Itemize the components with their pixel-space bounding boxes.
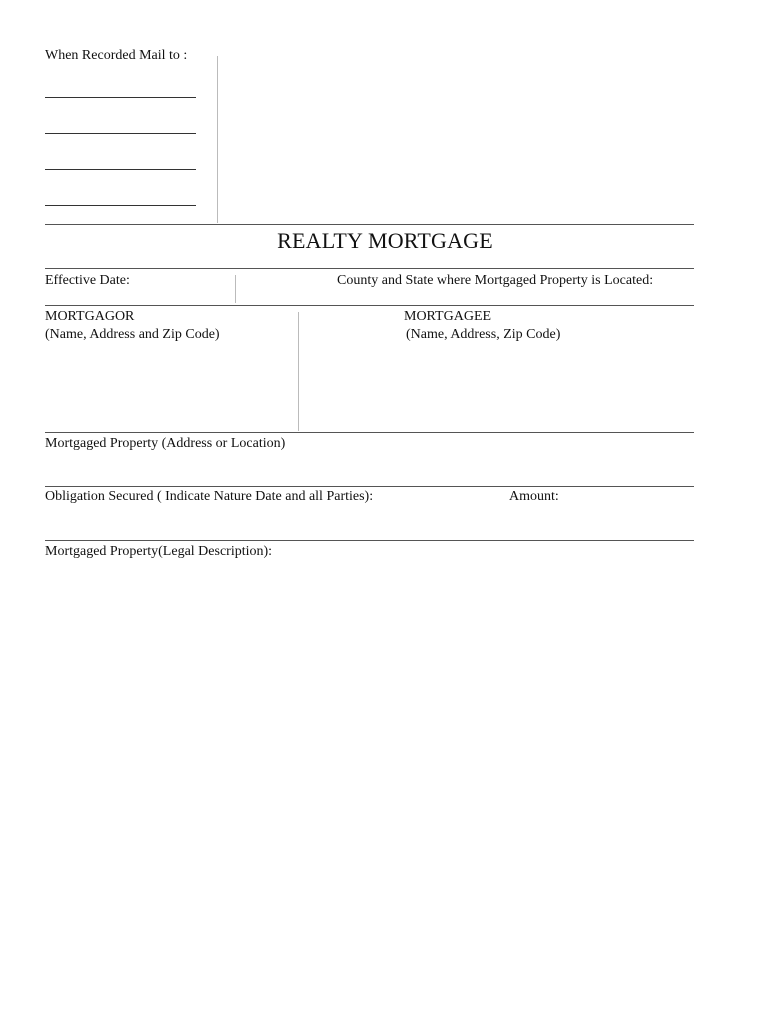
rule-below-date-row [45,305,694,306]
county-state-label: County and State where Mortgaged Property is Located: [337,273,654,288]
return-address-line-2 [45,133,196,134]
rule-above-title [45,224,694,225]
mortgagee-heading: MORTGAGEE [404,309,492,324]
return-address-line-4 [45,205,196,206]
obligation-secured-label: Obligation Secured ( Indicate Nature Date and all Parties): [45,489,374,504]
effective-date-label: Effective Date: [45,273,130,288]
return-address-line-3 [45,169,196,170]
mortgagor-subheading: (Name, Address and Zip Code) [45,327,220,342]
effective-date-divider [235,275,236,303]
return-address-label: When Recorded Mail to : [45,48,188,63]
return-address-line-1 [45,97,196,98]
property-address-label: Mortgaged Property (Address or Location) [45,436,286,451]
parties-divider [298,312,299,431]
rule-below-parties [45,432,694,433]
document-title: REALTY MORTGAGE [277,228,493,253]
mortgagor-heading: MORTGAGOR [45,309,135,324]
legal-description-label: Mortgaged Property(Legal Description): [45,544,273,559]
return-address-divider [217,56,218,223]
amount-label: Amount: [509,489,559,504]
rule-below-obligation [45,540,694,541]
rule-below-title [45,268,694,269]
mortgagee-subheading: (Name, Address, Zip Code) [406,327,561,342]
rule-below-property-address [45,486,694,487]
